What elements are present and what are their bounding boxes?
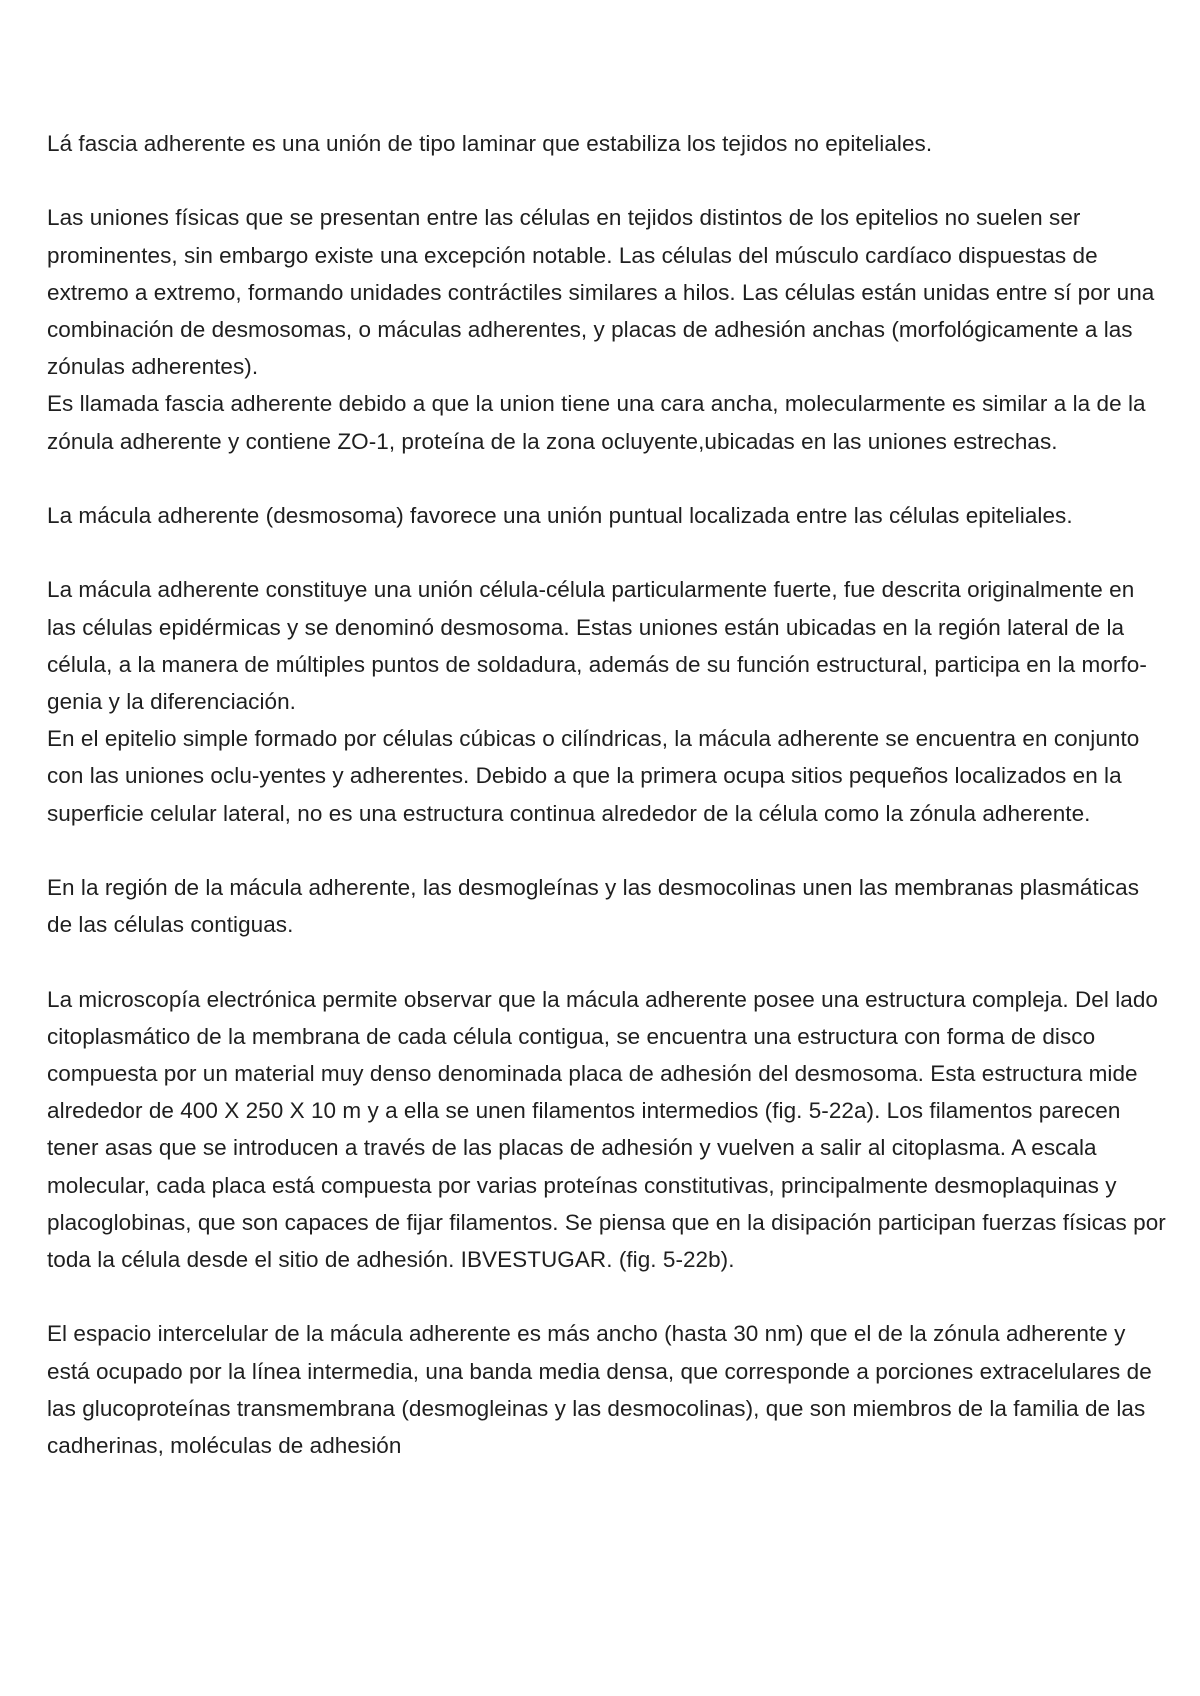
paragraph-fascia-definition: Es llamada fascia adherente debido a que la union tiene una cara ancha, molecularmente es similar a la de la zónula adherente y contiene ZO-1, proteína de la zona ocluyente,ubicadas en las uniones estrechas. <box>47 391 1146 454</box>
paragraph-electron-microscopy: La microscopía electrónica permite observar que la mácula adherente posee una estructura compleja. Del lado citoplasmático de la membrana de cada célula contigua, se encuentra una estructura con forma de disco compuesta por un material muy denso denominada placa de adhesión del desmosoma. Esta estructura mide alrededor de 400 X 250 X 10 m y a ella se unen filamentos intermedios (fig. 5-22a). Los filamentos parecen tener asas que se introducen a través de las placas de adhesión y vuelven a salir al citoplasma. A escala molecular, cada placa está compuesta por varias proteínas constitutivas, principalmente desmoplaquinas y placoglobinas, que son capaces de fijar filamentos. Se piensa que en la disipación participan fuerzas físicas por toda la célula desde el sitio de adhesión. IBVESTUGAR. (fig. 5-22b). <box>47 986 1166 1273</box>
paragraph-intercellular-space: El espacio intercelular de la mácula adherente es más ancho (hasta 30 nm) que el de la zónula adherente y está ocupado por la línea intermedia, una banda media densa, que corresponde a porciones extracelulares de las glucoproteínas transmembrana (desmogleinas y las desmocolinas), que son miembros de la familia de las cadherinas, moléculas de adhesión <box>47 1321 1152 1459</box>
paragraph-fascia-intro: Lá fascia adherente es una unión de tipo laminar que estabiliza los tejidos no epiteliales. <box>47 131 933 156</box>
paragraph-macula-description: La mácula adherente constituye una unión célula-célula particularmente fuerte, fue descrita originalmente en las células epidérmicas y se denominó desmosoma. Estas uniones están ubicadas en la región lateral de la célula, a la manera de múltiples puntos de soldadura, además de su función estructural, participa en la morfo-genia y la diferenciación. <box>47 577 1147 714</box>
paragraph-simple-epithelium: En el epitelio simple formado por células cúbicas o cilíndricas, la mácula adherente se encuentra en conjunto con las uniones oclu-yentes y adherentes. Debido a que la primera ocupa sitios pequeños localizados en la superficie celular lateral, no es una estructura continua alrededor de la célula como la zónula adherente. <box>47 726 1140 826</box>
paragraph-desmogleins: En la región de la mácula adherente, las desmogleínas y las desmocolinas unen las membranas plasmáticas de las células contiguas. <box>47 875 1139 938</box>
document-body <box>47 125 1167 1464</box>
paragraph-macula-intro: La mácula adherente (desmosoma) favorece una unión puntual localizada entre las células epiteliales. <box>47 503 1073 528</box>
paragraph-physical-unions: Las uniones físicas que se presentan entre las células en tejidos distintos de los epitelios no suelen ser prominentes, sin embargo existe una excepción notable. Las células del músculo cardíaco dispuestas de extremo a extremo, formando unidades contráctiles similares a hilos. Las células están unidas entre sí por una combinación de desmosomas, o máculas adherentes, y placas de adhesión anchas (morfológicamente a las zónulas adherentes). <box>47 205 1155 380</box>
